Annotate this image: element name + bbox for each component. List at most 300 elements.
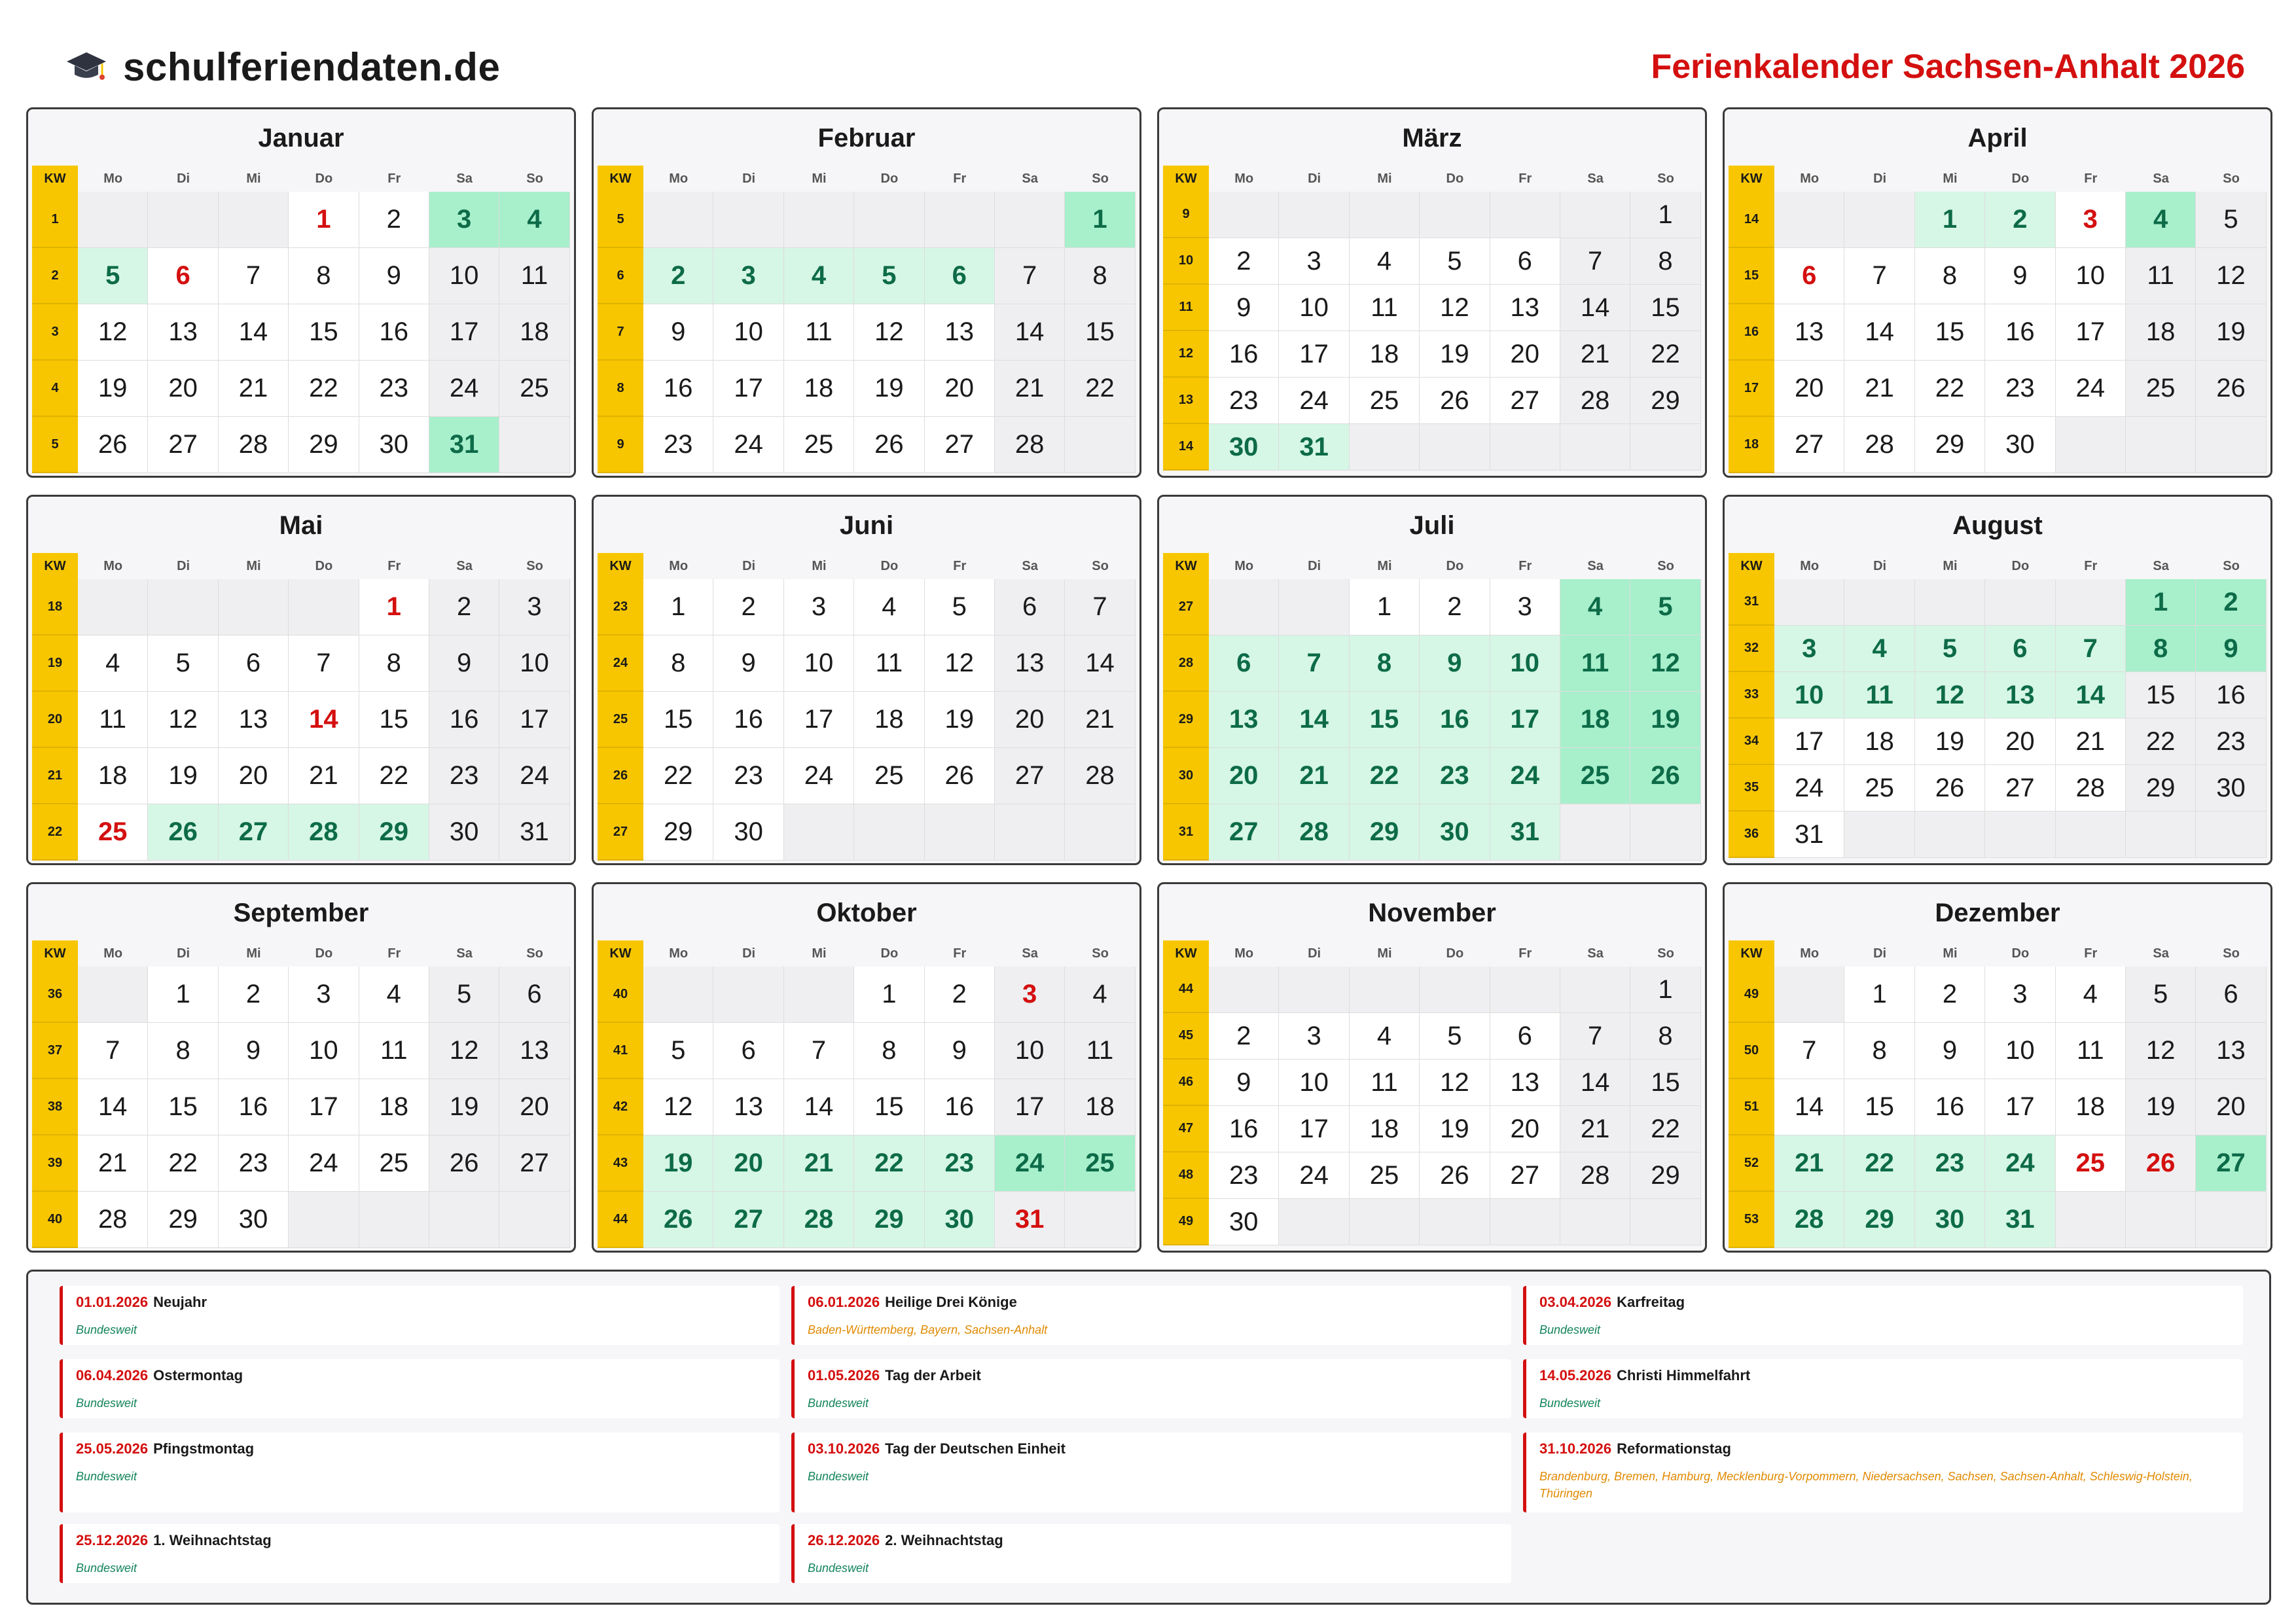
weekday-label: Di bbox=[177, 171, 190, 186]
month-days-grid bbox=[32, 553, 570, 861]
month-name: Juli bbox=[1409, 511, 1455, 540]
empty-day-cell bbox=[1560, 1199, 1630, 1245]
week-number: 35 bbox=[1729, 765, 1774, 812]
day-cell: 30 bbox=[1209, 1199, 1279, 1245]
day-cell: 17 bbox=[995, 1079, 1065, 1135]
holiday-name: Ostermontag bbox=[153, 1367, 243, 1383]
day-cell: 1 bbox=[1630, 192, 1700, 238]
day-cell: 20 bbox=[995, 692, 1065, 748]
week-number: 43 bbox=[598, 1135, 643, 1192]
week-row bbox=[598, 692, 1136, 748]
empty-day-cell bbox=[1844, 579, 1914, 626]
day-cell: 16 bbox=[925, 1079, 995, 1135]
day-cell: 7 bbox=[995, 248, 1065, 304]
day-cell: 28 bbox=[1774, 1192, 1844, 1248]
empty-day-cell bbox=[289, 579, 359, 635]
day-cell: 26 bbox=[1420, 1152, 1490, 1199]
month-april bbox=[1723, 107, 2272, 478]
day-cell: 19 bbox=[78, 361, 148, 417]
day-cell: 30 bbox=[925, 1192, 995, 1248]
weekday-label: Do bbox=[2011, 171, 2030, 186]
empty-day-cell bbox=[148, 192, 218, 248]
day-cell: 24 bbox=[1774, 765, 1844, 812]
week-number: 30 bbox=[1163, 748, 1209, 804]
day-cell: 10 bbox=[784, 635, 854, 692]
week-row bbox=[32, 635, 570, 692]
week-row bbox=[32, 417, 570, 473]
day-cell: 27 bbox=[499, 1135, 569, 1192]
day-cell: 12 bbox=[925, 635, 995, 692]
empty-day-cell bbox=[499, 417, 569, 473]
day-cell: 15 bbox=[643, 692, 713, 748]
day-cell: 1 bbox=[359, 579, 429, 635]
day-cell: 23 bbox=[713, 748, 783, 804]
week-row bbox=[1163, 1152, 1701, 1199]
week-row bbox=[32, 248, 570, 304]
week-row bbox=[1163, 967, 1701, 1013]
day-cell: 13 bbox=[925, 304, 995, 361]
week-row bbox=[1729, 304, 2267, 361]
empty-day-cell bbox=[643, 192, 713, 248]
day-cell: 22 bbox=[1915, 361, 1985, 417]
day-cell: 28 bbox=[1844, 417, 1914, 473]
day-cell: 9 bbox=[925, 1023, 995, 1079]
week-row bbox=[598, 1023, 1136, 1079]
empty-day-cell bbox=[1350, 424, 1420, 471]
weekday-header bbox=[32, 940, 570, 967]
week-row bbox=[1163, 424, 1701, 471]
day-cell: 5 bbox=[854, 248, 924, 304]
day-cell: 13 bbox=[219, 692, 289, 748]
empty-day-cell bbox=[1985, 579, 2055, 626]
kw-header: KW bbox=[1729, 553, 1774, 579]
day-cell: 8 bbox=[148, 1023, 218, 1079]
week-number: 49 bbox=[1163, 1199, 1209, 1245]
week-row bbox=[32, 1023, 570, 1079]
day-cell: 24 bbox=[1279, 378, 1349, 424]
day-cell: 11 bbox=[359, 1023, 429, 1079]
empty-day-cell bbox=[2126, 812, 2196, 858]
day-cell: 1 bbox=[289, 192, 359, 248]
day-cell: 19 bbox=[925, 692, 995, 748]
day-cell: 20 bbox=[499, 1079, 569, 1135]
weekday-header bbox=[1729, 553, 2267, 579]
day-cell: 26 bbox=[1420, 378, 1490, 424]
day-cell: 1 bbox=[643, 579, 713, 635]
empty-day-cell bbox=[1279, 192, 1349, 238]
day-cell: 18 bbox=[359, 1079, 429, 1135]
day-cell: 9 bbox=[219, 1023, 289, 1079]
holiday-date: 31.10.2026 bbox=[1539, 1440, 1612, 1457]
month-name: Januar bbox=[258, 124, 344, 152]
day-cell: 25 bbox=[1350, 1152, 1420, 1199]
day-cell: 22 bbox=[1844, 1135, 1914, 1192]
weekday-label: So bbox=[2223, 946, 2240, 961]
week-number: 9 bbox=[1163, 192, 1209, 238]
weekday-label: Di bbox=[1873, 171, 1887, 186]
weekday-label: Di bbox=[1308, 946, 1321, 961]
day-cell: 26 bbox=[1630, 748, 1700, 804]
week-number: 34 bbox=[1729, 719, 1774, 765]
week-number: 40 bbox=[598, 967, 643, 1023]
day-cell: 19 bbox=[2196, 304, 2266, 361]
day-cell: 4 bbox=[2126, 192, 2196, 248]
week-row bbox=[1163, 378, 1701, 424]
weekday-label: Sa bbox=[1587, 946, 1604, 961]
week-row bbox=[1729, 626, 2267, 672]
week-number: 8 bbox=[598, 361, 643, 417]
week-row bbox=[598, 248, 1136, 304]
empty-day-cell bbox=[784, 967, 854, 1023]
month-days-grid bbox=[598, 553, 1136, 861]
week-number: 23 bbox=[598, 579, 643, 635]
weekday-label: Fr bbox=[1518, 558, 1532, 573]
week-number: 40 bbox=[32, 1192, 78, 1248]
weekday-label: So bbox=[1657, 171, 1674, 186]
day-cell: 29 bbox=[1915, 417, 1985, 473]
day-cell: 26 bbox=[78, 417, 148, 473]
day-cell: 8 bbox=[2126, 626, 2196, 672]
day-cell: 25 bbox=[359, 1135, 429, 1192]
day-cell: 5 bbox=[429, 967, 499, 1023]
day-cell: 23 bbox=[2196, 719, 2266, 765]
day-cell: 9 bbox=[1209, 1060, 1279, 1106]
day-cell: 2 bbox=[359, 192, 429, 248]
month-juli bbox=[1157, 495, 1707, 865]
day-cell: 24 bbox=[1985, 1135, 2055, 1192]
empty-day-cell bbox=[1560, 424, 1630, 471]
kw-header: KW bbox=[1729, 940, 1774, 967]
week-row bbox=[1163, 1106, 1701, 1152]
day-cell: 5 bbox=[925, 579, 995, 635]
day-cell: 28 bbox=[78, 1192, 148, 1248]
week-number: 6 bbox=[598, 248, 643, 304]
holiday-date: 06.04.2026 bbox=[76, 1367, 149, 1383]
weekday-label: Do bbox=[315, 171, 333, 186]
day-cell: 11 bbox=[854, 635, 924, 692]
week-row bbox=[32, 748, 570, 804]
weekday-label: Fr bbox=[2084, 558, 2098, 573]
holiday-title-line bbox=[808, 1532, 1511, 1549]
day-cell: 17 bbox=[1774, 719, 1844, 765]
day-cell: 7 bbox=[289, 635, 359, 692]
month-days-grid bbox=[1729, 553, 2267, 858]
month-name: August bbox=[1952, 511, 2043, 540]
weekday-label: Sa bbox=[456, 946, 473, 961]
day-cell: 2 bbox=[925, 967, 995, 1023]
day-cell: 7 bbox=[2056, 626, 2126, 672]
weekday-label: Sa bbox=[456, 558, 473, 573]
day-cell: 26 bbox=[429, 1135, 499, 1192]
weekday-label: Mo bbox=[669, 171, 689, 186]
weekday-label: Mi bbox=[812, 946, 827, 961]
day-cell: 5 bbox=[1915, 626, 1985, 672]
empty-day-cell bbox=[1560, 192, 1630, 238]
day-cell: 3 bbox=[713, 248, 783, 304]
day-cell: 5 bbox=[643, 1023, 713, 1079]
week-row bbox=[1729, 1079, 2267, 1135]
day-cell: 10 bbox=[289, 1023, 359, 1079]
holiday-name: 1. Weihnachtstag bbox=[153, 1532, 272, 1548]
weekday-label: Do bbox=[2011, 558, 2030, 573]
day-cell: 29 bbox=[643, 804, 713, 861]
day-cell: 12 bbox=[854, 304, 924, 361]
week-row bbox=[32, 692, 570, 748]
month-name: Mai bbox=[279, 511, 323, 540]
day-cell: 4 bbox=[1560, 579, 1630, 635]
holiday-title-line bbox=[808, 1367, 1511, 1384]
day-cell: 12 bbox=[2126, 1023, 2196, 1079]
week-row bbox=[1163, 192, 1701, 238]
weekday-header bbox=[598, 166, 1136, 192]
holiday-legend bbox=[26, 1270, 2271, 1605]
day-cell: 26 bbox=[2126, 1135, 2196, 1192]
holiday-date: 26.12.2026 bbox=[808, 1532, 880, 1548]
weekday-label: Mo bbox=[1800, 171, 1820, 186]
week-row bbox=[32, 1135, 570, 1192]
day-cell: 17 bbox=[1985, 1079, 2055, 1135]
day-cell: 6 bbox=[499, 967, 569, 1023]
empty-day-cell bbox=[1209, 192, 1279, 238]
holiday-title-line bbox=[808, 1294, 1511, 1311]
day-cell: 7 bbox=[1774, 1023, 1844, 1079]
week-row bbox=[1163, 285, 1701, 331]
week-row bbox=[1163, 1013, 1701, 1060]
week-number: 44 bbox=[598, 1192, 643, 1248]
holiday-scope: Bundesweit bbox=[76, 1561, 137, 1575]
day-cell: 4 bbox=[784, 248, 854, 304]
day-cell: 19 bbox=[429, 1079, 499, 1135]
weekday-label: Di bbox=[742, 946, 756, 961]
holiday-date: 25.05.2026 bbox=[76, 1440, 149, 1457]
weekday-label: Do bbox=[315, 946, 333, 961]
empty-day-cell bbox=[2196, 417, 2266, 473]
day-cell: 27 bbox=[1490, 378, 1560, 424]
weekday-label: Mi bbox=[1377, 171, 1392, 186]
day-cell: 16 bbox=[2196, 672, 2266, 719]
empty-day-cell bbox=[784, 804, 854, 861]
logo[interactable] bbox=[65, 41, 500, 93]
weekday-label: Di bbox=[742, 558, 756, 573]
holiday-scope: Bundesweit bbox=[808, 1470, 869, 1483]
day-cell: 13 bbox=[995, 635, 1065, 692]
week-row bbox=[32, 304, 570, 361]
weekday-label: Mi bbox=[1943, 558, 1958, 573]
month-days-grid bbox=[1729, 940, 2267, 1248]
weekday-label: Fr bbox=[2084, 171, 2098, 186]
day-cell: 13 bbox=[1774, 304, 1844, 361]
weekday-label: Mi bbox=[246, 946, 261, 961]
day-cell: 11 bbox=[2126, 248, 2196, 304]
month-days-grid bbox=[1163, 553, 1701, 861]
empty-day-cell bbox=[1490, 192, 1560, 238]
week-row bbox=[32, 579, 570, 635]
weekday-label: Di bbox=[177, 558, 190, 573]
day-cell: 15 bbox=[1350, 692, 1420, 748]
day-cell: 16 bbox=[1209, 331, 1279, 378]
day-cell: 26 bbox=[1915, 765, 1985, 812]
week-number: 9 bbox=[598, 417, 643, 473]
week-number: 19 bbox=[32, 635, 78, 692]
weekday-header bbox=[32, 166, 570, 192]
day-cell: 9 bbox=[359, 248, 429, 304]
day-cell: 3 bbox=[1279, 1013, 1349, 1060]
day-cell: 2 bbox=[1209, 238, 1279, 285]
weekday-label: Sa bbox=[2153, 946, 2169, 961]
day-cell: 21 bbox=[1844, 361, 1914, 417]
weekday-label: Mo bbox=[1234, 171, 1254, 186]
day-cell: 13 bbox=[1490, 1060, 1560, 1106]
day-cell: 21 bbox=[1065, 692, 1135, 748]
empty-day-cell bbox=[429, 1192, 499, 1248]
empty-day-cell bbox=[995, 804, 1065, 861]
weekday-label: Do bbox=[880, 946, 899, 961]
day-cell: 29 bbox=[1350, 804, 1420, 861]
month-days-grid bbox=[1163, 166, 1701, 471]
day-cell: 21 bbox=[784, 1135, 854, 1192]
weekday-header bbox=[1163, 940, 1701, 967]
day-cell: 4 bbox=[1065, 967, 1135, 1023]
day-cell: 18 bbox=[2056, 1079, 2126, 1135]
empty-day-cell bbox=[1350, 967, 1420, 1013]
holiday-name: Christi Himmelfahrt bbox=[1617, 1367, 1751, 1383]
empty-day-cell bbox=[1209, 967, 1279, 1013]
day-cell: 14 bbox=[1560, 1060, 1630, 1106]
week-number: 29 bbox=[1163, 692, 1209, 748]
day-cell: 25 bbox=[499, 361, 569, 417]
month-name: März bbox=[1402, 124, 1462, 152]
week-number: 38 bbox=[32, 1079, 78, 1135]
day-cell: 28 bbox=[995, 417, 1065, 473]
holiday-name: Reformationstag bbox=[1617, 1440, 1731, 1457]
day-cell: 23 bbox=[1209, 1152, 1279, 1199]
empty-day-cell bbox=[2196, 812, 2266, 858]
empty-day-cell bbox=[1279, 967, 1349, 1013]
weekday-header bbox=[1729, 166, 2267, 192]
weekday-label: So bbox=[1657, 558, 1674, 573]
day-cell: 23 bbox=[1985, 361, 2055, 417]
day-cell: 9 bbox=[1209, 285, 1279, 331]
public-holiday-item bbox=[60, 1286, 780, 1345]
week-row bbox=[598, 1135, 1136, 1192]
week-row bbox=[598, 417, 1136, 473]
day-cell: 10 bbox=[499, 635, 569, 692]
weekday-label: Sa bbox=[456, 171, 473, 186]
day-cell: 6 bbox=[925, 248, 995, 304]
day-cell: 24 bbox=[499, 748, 569, 804]
day-cell: 2 bbox=[429, 579, 499, 635]
day-cell: 21 bbox=[1774, 1135, 1844, 1192]
day-cell: 15 bbox=[1065, 304, 1135, 361]
weekday-label: So bbox=[526, 946, 543, 961]
empty-day-cell bbox=[2056, 579, 2126, 626]
day-cell: 13 bbox=[148, 304, 218, 361]
week-row bbox=[32, 361, 570, 417]
day-cell: 6 bbox=[1209, 635, 1279, 692]
day-cell: 21 bbox=[289, 748, 359, 804]
week-number: 41 bbox=[598, 1023, 643, 1079]
day-cell: 8 bbox=[643, 635, 713, 692]
day-cell: 6 bbox=[995, 579, 1065, 635]
day-cell: 18 bbox=[1560, 692, 1630, 748]
day-cell: 22 bbox=[1630, 331, 1700, 378]
weekday-label: Sa bbox=[1022, 946, 1038, 961]
day-cell: 8 bbox=[1630, 238, 1700, 285]
week-number: 37 bbox=[32, 1023, 78, 1079]
day-cell: 22 bbox=[1350, 748, 1420, 804]
weekday-label: So bbox=[1657, 946, 1674, 961]
day-cell: 30 bbox=[1985, 417, 2055, 473]
holiday-name: Tag der Arbeit bbox=[885, 1367, 981, 1383]
day-cell: 8 bbox=[1844, 1023, 1914, 1079]
weekday-label: Di bbox=[742, 171, 756, 186]
day-cell: 19 bbox=[148, 748, 218, 804]
day-cell: 7 bbox=[219, 248, 289, 304]
day-cell: 2 bbox=[1985, 192, 2055, 248]
day-cell: 3 bbox=[1490, 579, 1560, 635]
day-cell: 5 bbox=[1630, 579, 1700, 635]
day-cell: 19 bbox=[643, 1135, 713, 1192]
day-cell: 25 bbox=[2056, 1135, 2126, 1192]
day-cell: 24 bbox=[784, 748, 854, 804]
month-name: Juni bbox=[839, 511, 894, 540]
day-cell: 8 bbox=[359, 635, 429, 692]
day-cell: 20 bbox=[1209, 748, 1279, 804]
weekday-label: Sa bbox=[1022, 171, 1038, 186]
weekday-label: Mi bbox=[1943, 946, 1958, 961]
week-number: 31 bbox=[1163, 804, 1209, 861]
day-cell: 23 bbox=[219, 1135, 289, 1192]
empty-day-cell bbox=[1420, 1199, 1490, 1245]
month-days-grid bbox=[1163, 940, 1701, 1245]
holiday-name: Pfingstmontag bbox=[153, 1440, 255, 1457]
day-cell: 22 bbox=[289, 361, 359, 417]
day-cell: 20 bbox=[925, 361, 995, 417]
day-cell: 23 bbox=[429, 748, 499, 804]
day-cell: 15 bbox=[1630, 285, 1700, 331]
week-row bbox=[598, 635, 1136, 692]
day-cell: 6 bbox=[1490, 1013, 1560, 1060]
week-number: 53 bbox=[1729, 1192, 1774, 1248]
holiday-title-line bbox=[808, 1440, 1511, 1457]
weekday-header bbox=[1163, 166, 1701, 192]
day-cell: 30 bbox=[1209, 424, 1279, 471]
day-cell: 27 bbox=[2196, 1135, 2266, 1192]
weekday-label: Mi bbox=[812, 171, 827, 186]
public-holiday-item bbox=[791, 1524, 1511, 1583]
weekday-label: So bbox=[1092, 171, 1109, 186]
day-cell: 18 bbox=[784, 361, 854, 417]
day-cell: 8 bbox=[854, 1023, 924, 1079]
empty-day-cell bbox=[1844, 812, 1914, 858]
week-row bbox=[32, 967, 570, 1023]
weekday-label: Do bbox=[880, 558, 899, 573]
weekday-label: Fr bbox=[2084, 946, 2098, 961]
day-cell: 1 bbox=[1350, 579, 1420, 635]
weekday-label: Do bbox=[880, 171, 899, 186]
day-cell: 18 bbox=[499, 304, 569, 361]
day-cell: 15 bbox=[1915, 304, 1985, 361]
weekday-label: Di bbox=[1308, 558, 1321, 573]
empty-day-cell bbox=[1774, 967, 1844, 1023]
day-cell: 11 bbox=[784, 304, 854, 361]
day-cell: 17 bbox=[289, 1079, 359, 1135]
empty-day-cell bbox=[78, 579, 148, 635]
holiday-scope: Bundesweit bbox=[808, 1561, 869, 1575]
holiday-date: 01.01.2026 bbox=[76, 1294, 149, 1310]
week-number: 42 bbox=[598, 1079, 643, 1135]
day-cell: 7 bbox=[1844, 248, 1914, 304]
